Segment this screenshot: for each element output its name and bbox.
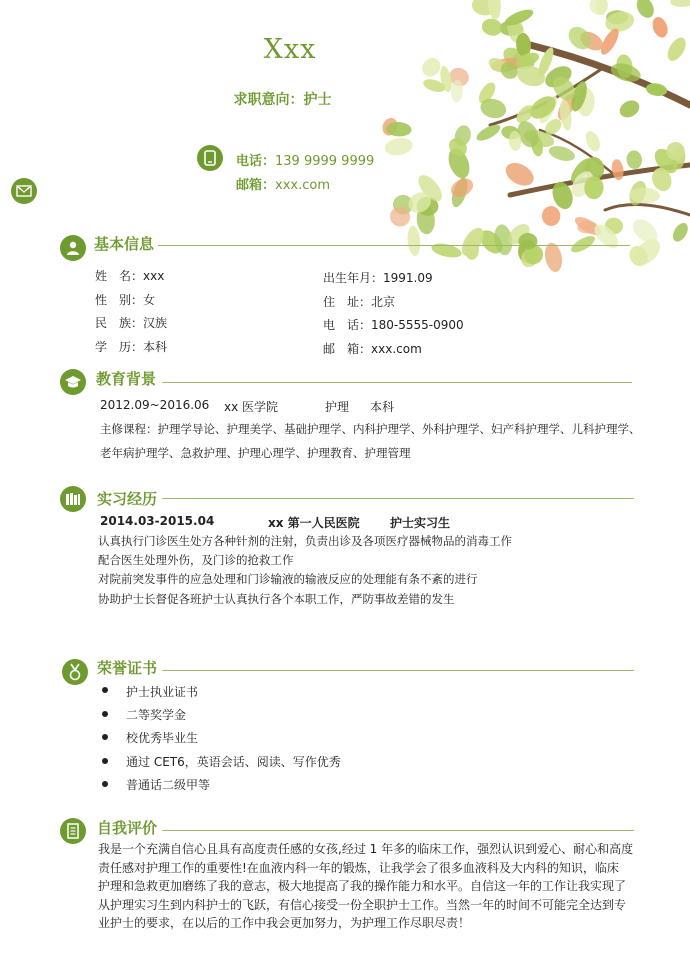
section-divider [162,498,634,499]
phone-line: 电话：139 9999 9999 [236,154,375,169]
leaf [633,0,657,21]
graduation-cap-icon [60,369,86,395]
section-title-basic: 基本信息 [94,235,155,253]
edu-major: 护理 [325,400,350,414]
email-line: 邮箱：xxx.com [236,178,330,193]
section-divider [162,830,634,831]
self-eval-line: 护理和急救更加磨练了我的意志，极大地提高了我的操作能力和水平。自信这一年的工作让我实现了 [98,879,627,893]
leaf [542,206,561,226]
info-row: 姓 名：xxx [95,269,165,283]
leaf [664,34,689,63]
self-eval-paragraph [98,840,643,933]
info-row: 电 话：180-5555-0900 [323,318,464,332]
section-divider [158,245,630,246]
leaf [650,15,670,40]
info-row: 邮 箱：xxx.com [323,341,422,356]
self-eval-line: 从护理实习生到内科护士的飞跃，有信心接受一份全职护士工作。当然一年的时间不可能完全达到专 [98,897,627,912]
email-value: xxx.com [275,178,330,193]
person-icon [60,235,86,261]
intern-duty: 认真执行门诊医生处方各种针剂的注射，负责出诊及各项医疗器械物品的消毒工作 [98,534,512,548]
info-row: 民 族：汉族 [95,316,168,330]
edu-period: 2012.09~2016.06 [100,398,210,412]
honor-item: 通过 CET6，英语会话、阅读、写作优秀 [126,755,341,769]
leaf [502,158,538,190]
honor-item: 普通话二级甲等 [126,778,211,792]
bullet [102,758,108,764]
intern-duty: 对院前突发事件的应急处理和门诊输液的输液反应的处理能有条不紊的进行 [98,572,478,586]
bullet [102,781,108,787]
leaf [583,129,603,154]
edu-courses-line: 老年病护理学、急救护理、护理心理学、护理教育、护理管理 [100,446,411,460]
leaf [430,241,463,260]
bullet [102,734,108,740]
section-title-education: 教育背景 [96,370,157,388]
leaf [474,122,502,144]
notebook-icon [60,818,86,844]
phone-value: 139 9999 9999 [275,154,375,169]
self-eval-line: 业护士的要求，在以后的工作中我会更加努力，为护理工作尽职尽责！ [98,916,471,930]
edu-degree: 本科 [370,400,395,414]
section-title-internship: 实习经历 [97,490,158,508]
intern-position: 护士实习生 [390,516,451,530]
section-divider [162,670,634,671]
intern-duty: 配合医生处理外伤，及门诊的抢救工作 [98,553,294,567]
intern-hospital: xx 第一人民医院 [268,516,360,530]
info-row: 性 别：女 [95,292,156,307]
medal-icon [62,659,88,685]
intern-period: 2014.03-2015.04 [100,514,215,528]
leaf [670,220,690,244]
info-row: 住 址：北京 [323,294,396,309]
leaf [543,241,565,273]
leaf [406,225,421,256]
self-eval-line: 责任感对护理工作的重要性!在血液内科一年的锻炼，让我学会了很多血液科及大内科的知识，临床 [98,860,619,875]
info-row: 出生年月：1991.09 [323,271,433,285]
leaf [617,97,643,121]
leaf [384,136,414,157]
job-intent: 求职意向：护士 [233,92,332,108]
leaf [547,143,576,163]
section-title-honors: 荣誉证书 [97,659,158,677]
leaf [487,0,502,20]
edu-courses-line: 主修课程：护理学导论、护理美学、基础护理学、内科护理学、外科护理学、妇产科护理学、儿科护理学、 [100,422,641,436]
bullet [102,711,108,717]
edu-school: xx 医学院 [224,400,279,414]
books-icon [60,486,86,512]
honor-item: 护士执业证书 [126,685,199,699]
self-eval-line: 我是一个充满自信心且具有高度责任感的女孩,经过 1 年多的临床工作，强烈认识到爱心、耐心和高度 [98,842,634,856]
bullet [102,687,108,693]
candidate-name: Xxx [263,34,317,65]
basic-left-col [95,267,167,361]
honor-item: 二等奖学金 [126,708,187,722]
honor-item: 校优秀毕业生 [126,731,199,745]
phone-icon [197,145,223,171]
section-divider [162,382,632,383]
leaf [603,9,636,35]
info-row: 学 历：本科 [95,339,168,354]
intern-duty: 协助护士长督促各班护士认真执行各个本职工作，严防事故差错的发生 [98,592,455,606]
envelope-icon [11,178,37,204]
leaf [670,0,690,8]
leaf [626,149,644,170]
basic-right-col [323,269,464,363]
section-title-self-eval: 自我评价 [97,819,158,837]
